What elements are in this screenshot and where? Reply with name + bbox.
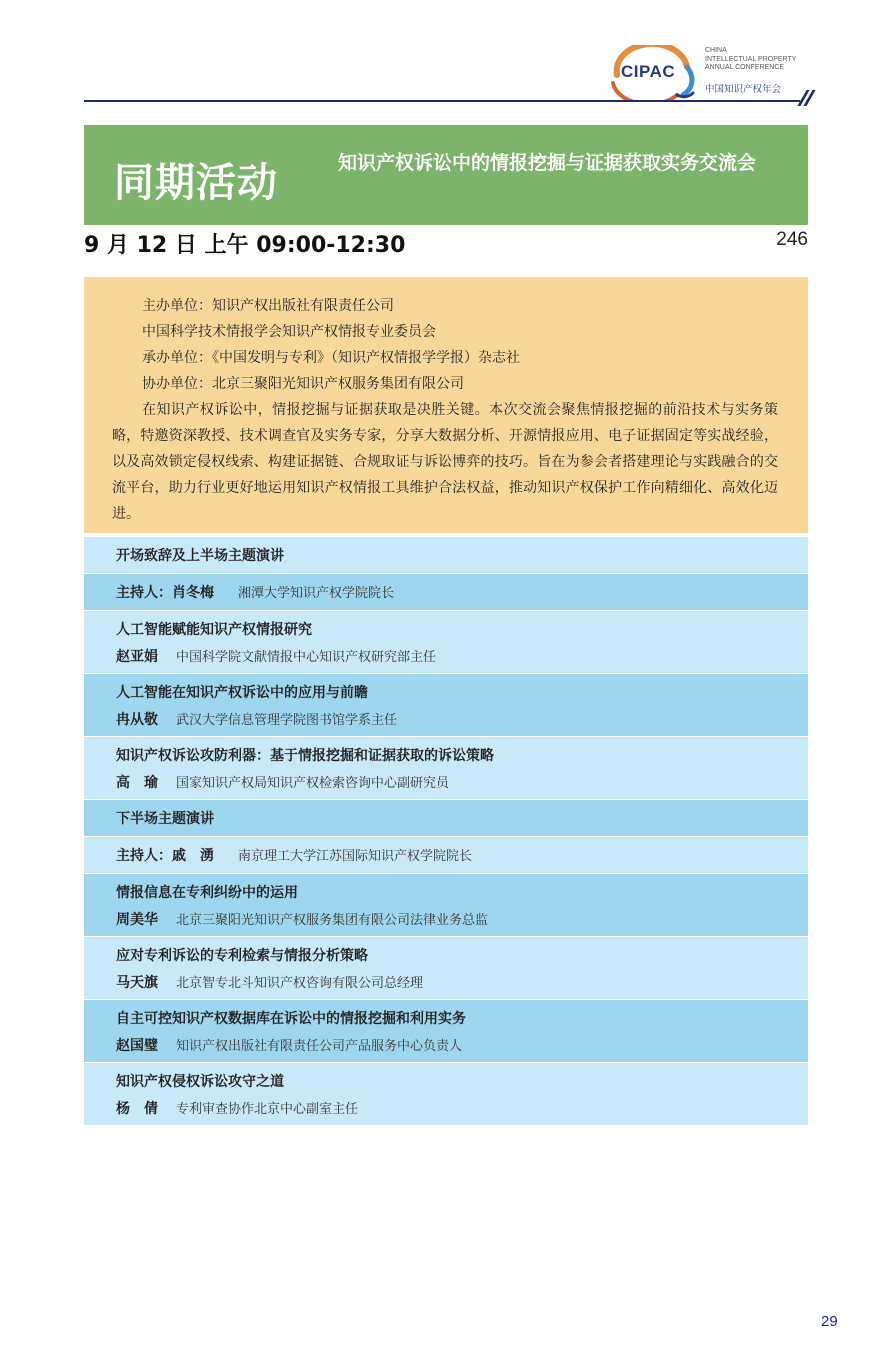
schedule-talk-row xyxy=(84,1000,808,1063)
speaker-role: 国家知识产权局知识产权检索咨询中心副研究员 xyxy=(176,775,450,791)
speaker-name: 马天旗 xyxy=(116,974,158,991)
speaker-role: 专利审查协作北京中心副室主任 xyxy=(176,1101,359,1117)
schedule-section-row xyxy=(84,537,808,574)
speaker-line xyxy=(116,709,808,729)
title-banner xyxy=(84,125,808,225)
talk-title: 情报信息在专利纠纷中的运用 xyxy=(116,884,298,901)
organizer-line: 协办单位：北京三聚阳光知识产权服务集团有限公司 xyxy=(142,376,464,392)
organizer-line: 中国科学技术情报学会知识产权情报专业委员会 xyxy=(142,324,436,340)
booth-number: 246 xyxy=(776,229,808,250)
speaker-line xyxy=(116,1035,808,1055)
host-label: 主持人： xyxy=(116,848,172,864)
event-datetime: 9 月 12 日 上午 09:00-12:30 xyxy=(84,233,406,258)
speaker-role: 北京智专北斗知识产权咨询有限公司总经理 xyxy=(176,975,424,991)
speaker-role: 北京三聚阳光知识产权服务集团有限公司法律业务总监 xyxy=(176,912,489,928)
talk-title: 应对专利诉讼的专利检索与情报分析策略 xyxy=(116,947,368,964)
talk-title: 自主可控知识产权数据库在诉讼中的情报挖掘和利用实务 xyxy=(116,1010,466,1027)
schedule-section-row xyxy=(84,800,808,837)
talk-title: 人工智能赋能知识产权情报研究 xyxy=(116,621,312,638)
cipac-logo xyxy=(607,45,807,100)
schedule-talk-row xyxy=(84,1063,808,1126)
speaker-line xyxy=(116,646,808,666)
organizer-line: 承办单位：《中国发明与专利》（知识产权情报学学报）杂志社 xyxy=(142,350,520,366)
schedule-host-row xyxy=(84,837,808,874)
organizer-line: 主办单位：知识产权出版社有限责任公司 xyxy=(142,298,394,314)
speaker-name: 冉从敬 xyxy=(116,711,158,728)
speaker-role: 武汉大学信息管理学院图书馆学系主任 xyxy=(176,712,398,728)
schedule-talk-row xyxy=(84,874,808,937)
speaker-name: 赵国璧 xyxy=(116,1037,158,1054)
logo-abbreviation: CIPAC xyxy=(621,62,676,81)
intro-description: 在知识产权诉讼中，情报挖掘与证据获取是决胜关键。本次交流会聚焦情报挖掘的前沿技术与实务策略，特邀资深教授、技术调查官及实务专家，分享大数据分析、开源情报应用、电子证据固定等实战经验，以及高效锁定侵权线索、构建证据链、合规取证与诉讼博弈的技巧。旨在为参会者搭建理论与实践融合的交流平台，助力行业更好地运用知识产权情报工具维护合法权益，推动知识产权保护工作向精细化、高效化迈进。 xyxy=(112,402,778,522)
speaker-role: 中国科学院文献情报中心知识产权研究部主任 xyxy=(176,649,437,665)
schedule-talk-row xyxy=(84,937,808,1000)
header-rule xyxy=(84,100,800,102)
talk-title: 知识产权侵权诉讼攻守之道 xyxy=(116,1073,284,1090)
speaker-name: 赵亚娟 xyxy=(116,648,158,665)
intro-box xyxy=(84,277,808,533)
speaker-line xyxy=(116,772,808,792)
host-name: 戚 湧 xyxy=(172,848,214,864)
speaker-name: 高 瑜 xyxy=(116,774,158,791)
speaker-line xyxy=(116,909,808,929)
host-role: 南京理工大学江苏国际知识产权学院院长 xyxy=(238,849,473,864)
talk-title: 人工智能在知识产权诉讼中的应用与前瞻 xyxy=(116,684,368,701)
talk-title: 知识产权诉讼攻防利器：基于情报挖掘和证据获取的诉讼策略 xyxy=(116,747,494,764)
logo-chinese-text: 中国知识产权年会 xyxy=(705,84,782,95)
speaker-role: 知识产权出版社有限责任公司产品服务中心负责人 xyxy=(176,1038,463,1054)
speaker-name: 杨 倩 xyxy=(116,1100,158,1117)
logo-english-text: CHINA INTELLECTUAL PROPERTY ANNUAL CONFERENCE xyxy=(705,47,797,71)
schedule-talk-row xyxy=(84,737,808,800)
schedule-talk-row xyxy=(84,611,808,674)
page-number: 29 xyxy=(821,1313,838,1330)
host-role: 湘潭大学知识产权学院院长 xyxy=(238,586,395,601)
banner-subtitle: 知识产权诉讼中的情报挖掘与证据获取实务交流会 xyxy=(338,152,757,174)
speaker-line xyxy=(116,972,808,992)
banner-main-title: 同期活动 xyxy=(114,160,278,206)
host-name: 肖冬梅 xyxy=(172,585,214,601)
speaker-name: 周美华 xyxy=(116,911,158,928)
schedule-talk-row xyxy=(84,674,808,737)
host-label: 主持人： xyxy=(116,585,172,601)
schedule-host-row xyxy=(84,574,808,611)
host-line xyxy=(116,845,808,865)
host-line xyxy=(116,582,808,602)
section-title: 开场致辞及上半场主题演讲 xyxy=(116,548,284,564)
section-title: 下半场主题演讲 xyxy=(116,811,214,827)
speaker-line xyxy=(116,1098,808,1118)
schedule-list xyxy=(84,537,808,1126)
